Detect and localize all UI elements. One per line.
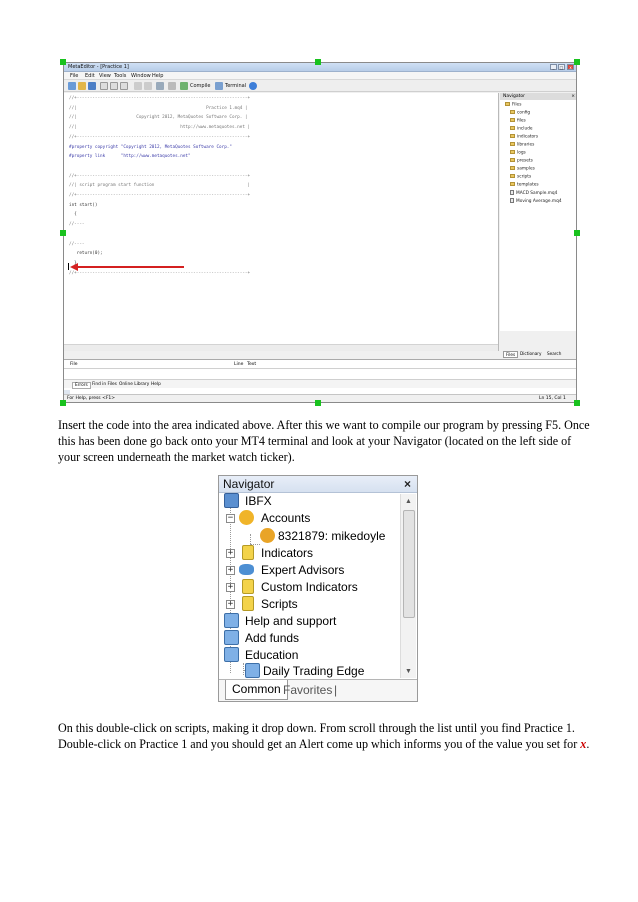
menu-view[interactable]: View <box>99 73 111 79</box>
scripts-icon <box>242 596 254 611</box>
variable-x: x <box>580 737 587 751</box>
undo-icon[interactable] <box>134 82 142 90</box>
close-button[interactable]: x <box>567 64 574 70</box>
instruction-paragraph-2: On this double-click on scripts, making it drop down. From scroll through the list until you find Practice 1. Double-click on Practice 1 and you should get an Alert come up which informs you of the value you set for x. <box>58 721 590 751</box>
copy-icon[interactable] <box>110 82 118 90</box>
menu-file[interactable]: File <box>70 73 79 79</box>
open-icon[interactable] <box>78 82 86 90</box>
nav-item-samples[interactable]: samples <box>510 166 535 172</box>
resize-handle <box>60 59 66 65</box>
instruction-paragraph-1: Insert the code into the area indicated above. After this we want to compile our program by pressing F5. Once this has been done go back onto your MT4 terminal and look at your Navigator (located on the left side of your screen underneath the market watch ticker). <box>58 418 590 464</box>
resize-handle <box>315 400 321 406</box>
code-line: #property copyright "Copyright 2012, MetaQuotes Software Corp." <box>69 144 232 150</box>
menu-bar <box>64 72 576 80</box>
code-line: //+------------------------------------------------------------------+ <box>69 96 251 101</box>
tab-divider: | <box>334 683 338 697</box>
indicators-icon <box>242 545 254 560</box>
account-icon <box>260 528 275 543</box>
text-cursor <box>68 263 69 270</box>
col-text: Text <box>247 362 257 367</box>
code-line: //| Practice 1.mq4 | <box>69 105 248 111</box>
tab-favorites[interactable]: Favorites <box>283 683 333 697</box>
nav-item-include[interactable]: include <box>510 126 533 132</box>
code-editor[interactable] <box>64 93 499 351</box>
terminal-button[interactable]: Terminal <box>225 83 247 89</box>
code-line: //+------------------------------------------------------------------+ <box>69 134 251 140</box>
tab-common[interactable]: Common <box>225 680 288 700</box>
tab-online-library[interactable]: Online Library <box>119 382 150 387</box>
code-line: //+------------------------------------------------------------------+ <box>69 270 251 276</box>
code-line: //| Copyright 2012, MetaQuotes Software Corp. | <box>69 115 248 121</box>
horizontal-scrollbar[interactable] <box>64 344 498 351</box>
tab-errors[interactable]: Errors <box>72 382 91 389</box>
expand-icon[interactable]: + <box>227 565 234 575</box>
tab-find-in-files[interactable]: Find in Files <box>92 382 117 387</box>
output-tabs <box>64 379 577 388</box>
navigator-tabs <box>219 679 417 701</box>
resize-handle <box>574 230 580 236</box>
editor-navigator-panel <box>500 93 577 331</box>
scroll-down-icon: ▼ <box>405 668 412 675</box>
expand-icon[interactable]: + <box>227 548 234 558</box>
red-arrow <box>76 266 184 268</box>
link-icon <box>245 663 260 678</box>
code-line: int start() <box>69 202 98 208</box>
navigator-title: Navigator <box>223 477 275 491</box>
code-line: //| script program start function | <box>69 183 251 189</box>
help-icon[interactable] <box>249 82 257 90</box>
metaeditor-screenshot <box>63 62 577 403</box>
status-position: Ln 15, Col 1 <box>539 396 566 401</box>
nav-item-libraries[interactable]: libraries <box>510 142 534 148</box>
code-line: //---- <box>69 222 85 228</box>
expand-icon[interactable]: + <box>227 599 234 609</box>
redo-icon[interactable] <box>144 82 152 90</box>
nav-item-presets[interactable]: presets <box>510 158 533 164</box>
menu-help[interactable]: Help <box>152 73 164 79</box>
accounts-icon <box>239 510 254 525</box>
navigator-tree: IBFX − Accounts 8321879: mikedoyle + Indicators + Expert Advisors + Custom Indicators + Scripts Help and support Add funds Education Daily Trading Edge <box>219 493 400 678</box>
nav-item-files[interactable]: Files <box>505 102 521 108</box>
expert-advisors-icon <box>239 564 254 575</box>
find-icon[interactable] <box>156 82 164 90</box>
resize-handle <box>574 400 580 406</box>
scroll-thumb[interactable] <box>403 510 415 618</box>
col-line: Line <box>234 362 244 367</box>
terminal-icon <box>224 493 239 508</box>
tab-help[interactable]: Help <box>151 382 161 387</box>
toolbar <box>64 80 576 92</box>
nav-item-config[interactable]: config <box>510 110 530 116</box>
red-arrow-head-icon <box>69 260 78 271</box>
cut-icon[interactable] <box>100 82 108 90</box>
code-line: //---- <box>69 241 85 247</box>
code-line: //+------------------------------------------------------------------+ <box>69 193 251 198</box>
mt4-navigator-screenshot <box>218 475 418 702</box>
window-title: MetaEditor - [Practice 1] <box>68 64 129 70</box>
editor-navigator-title: Navigator <box>503 94 526 99</box>
nav-item-files-folder[interactable]: files <box>510 118 526 124</box>
nav-item-moving-average[interactable]: Moving Average.mq4 <box>510 198 562 204</box>
resize-handle <box>60 400 66 406</box>
vertical-scrollbar[interactable] <box>400 494 416 678</box>
scroll-up-icon: ▲ <box>405 498 412 505</box>
menu-window[interactable]: Window <box>131 73 151 79</box>
nav-item-scripts[interactable]: scripts <box>510 174 531 180</box>
tab-files[interactable]: Files <box>503 351 518 358</box>
editor-navigator-tabs <box>500 350 577 358</box>
nav-item-templates[interactable]: templates <box>510 182 539 188</box>
code-line: return(0); <box>69 251 103 257</box>
output-header <box>64 360 577 369</box>
menu-tools[interactable]: Tools <box>114 73 127 79</box>
add-funds-icon <box>224 630 239 645</box>
compile-icon[interactable] <box>180 82 188 90</box>
save-icon[interactable] <box>88 82 96 90</box>
menu-edit[interactable]: Edit <box>85 73 95 79</box>
nav-item-macd-sample[interactable]: MACD Sample.mq4 <box>510 190 557 196</box>
tab-search[interactable]: Search <box>547 351 562 356</box>
compile-button[interactable]: Compile <box>190 83 211 89</box>
navigator-header <box>219 476 417 493</box>
nav-item-logs[interactable]: logs <box>510 150 526 156</box>
tab-dictionary[interactable]: Dictionary <box>520 351 542 356</box>
close-icon[interactable]: × <box>571 94 575 99</box>
code-line: #property link "http://www.metaquotes.net" <box>69 154 191 160</box>
custom-indicators-icon <box>242 579 254 594</box>
code-line: //| http://www.metaquotes.net | <box>69 125 251 131</box>
code-line: { <box>69 212 77 218</box>
resize-handle <box>60 230 66 236</box>
maximize-button[interactable]: □ <box>559 65 564 70</box>
resize-handle <box>315 59 321 65</box>
code-line: //+------------------------------------------------------------------+ <box>69 173 251 179</box>
collapse-icon[interactable]: − <box>227 513 234 523</box>
new-icon[interactable] <box>68 82 76 90</box>
nav-item-indicators[interactable]: indicators <box>510 134 538 140</box>
education-icon <box>224 647 239 662</box>
close-icon[interactable]: × <box>403 477 411 491</box>
status-help: For Help, press <F1> <box>67 396 116 401</box>
terminal-icon[interactable] <box>215 82 223 90</box>
minimize-button[interactable]: _ <box>550 64 557 70</box>
resize-handle <box>574 59 580 65</box>
help-support-icon <box>224 613 239 628</box>
print-icon[interactable] <box>168 82 176 90</box>
col-file: File <box>70 362 78 367</box>
paste-icon[interactable] <box>120 82 128 90</box>
code-line: } <box>69 260 77 266</box>
expand-icon[interactable]: + <box>227 582 234 592</box>
